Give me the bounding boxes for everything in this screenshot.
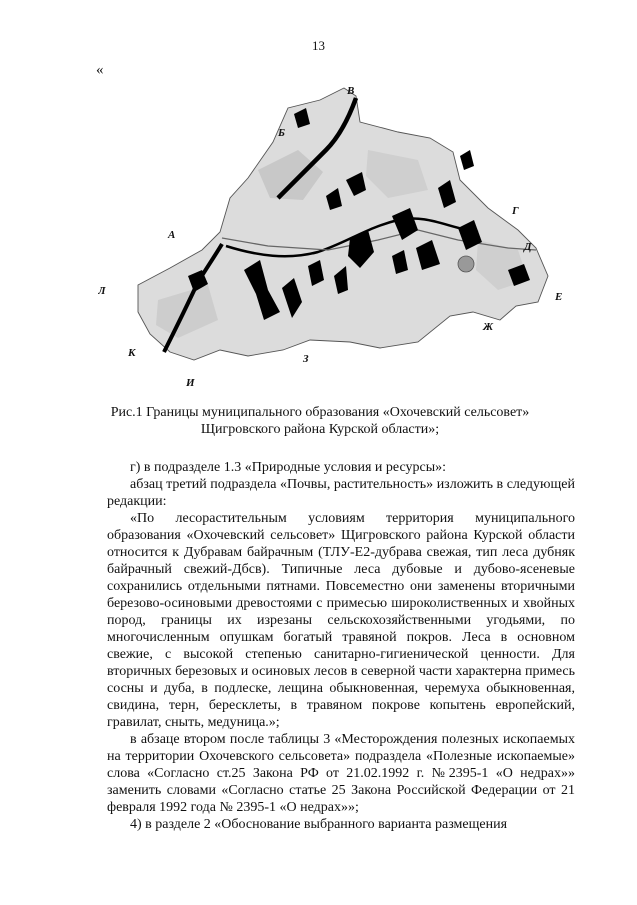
boundary-point-letter: Д [524, 241, 532, 253]
boundary-point-letter: Ж [483, 321, 494, 333]
boundary-point-letter: Е [555, 291, 563, 303]
boundary-point-letter: Б [278, 127, 285, 139]
boundary-point-letter: И [186, 377, 195, 389]
boundary-point-letter: Л [98, 285, 106, 297]
paragraph: г) в подразделе 1.3 «Природные условия и ресурсы»: [130, 460, 447, 475]
paragraph: в абзаце втором после таблицы 3 «Месторождения полезных ископаемых на территории Охочевского сельсовета» подраздела «Полезные ископаемые» слова «Согласно ст.25 Закона РФ от 21.02.1992 г. №2395-1 «О недрах»» заменить словами «Согласно статье 25 Закона Российской Федерации от 21 февраля 1992 года № 2395-1 «О недрах»»; [107, 732, 575, 815]
paragraph: абзац третий подраздела «Почвы, растительность» изложить в следующей редакции: [107, 477, 575, 509]
document-body [107, 459, 575, 833]
forest-patch [460, 150, 474, 170]
opening-quote: « [96, 62, 104, 78]
boundary-point-letter: В [347, 85, 355, 97]
boundary-point-letter: Г [512, 205, 519, 217]
settlement-marker [458, 256, 474, 272]
caption-line: Щигровского района Курской области»; [200, 422, 440, 437]
boundary-point-letter: З [303, 353, 309, 365]
paragraph: «По лесорастительным условиям территория муниципального образования «Охочевский сельсовет» Щигровского района Курской области относится к Дубравам байрачным (ТЛУ-Е2-дубрава свежая, тип леса дубняк байрачный свежий-Дбсв). Типичные леса дубовые и дубово-ясеневые сохранились отдельными пятнами. Повсеместно они заменены вторичными березово-осиновыми древостоями с примесью широколиственных и хвойных пород, границы их изрезаны сельскохозяйственными угодьями, по многочисленным опушкам богатый травяной покров. Леса в основном свежие, с высокой степенью санитарно-гигиенической ценности. Для вторичных березовых и осиновых лесов в северной части характерна примесь сосны и дуба, в подлеске, лещина обыкновенная, черемуха обыкновенная, свидина, терн, бересклеты, в травяном покрове копытень европейский, гравилат, сныть, медуница.»; [107, 511, 575, 730]
paragraph: 4) в разделе 2 «Обоснование выбранного варианта размещения [130, 817, 508, 832]
territory-map [98, 80, 578, 392]
caption-line: Рис.1 Границы муниципального образования «Охочевский сельсовет» [110, 405, 530, 420]
boundary-point-letter: К [128, 347, 136, 359]
page-number: 13 [312, 38, 325, 53]
figure-caption [100, 404, 540, 438]
boundary-point-letter: А [168, 229, 176, 241]
